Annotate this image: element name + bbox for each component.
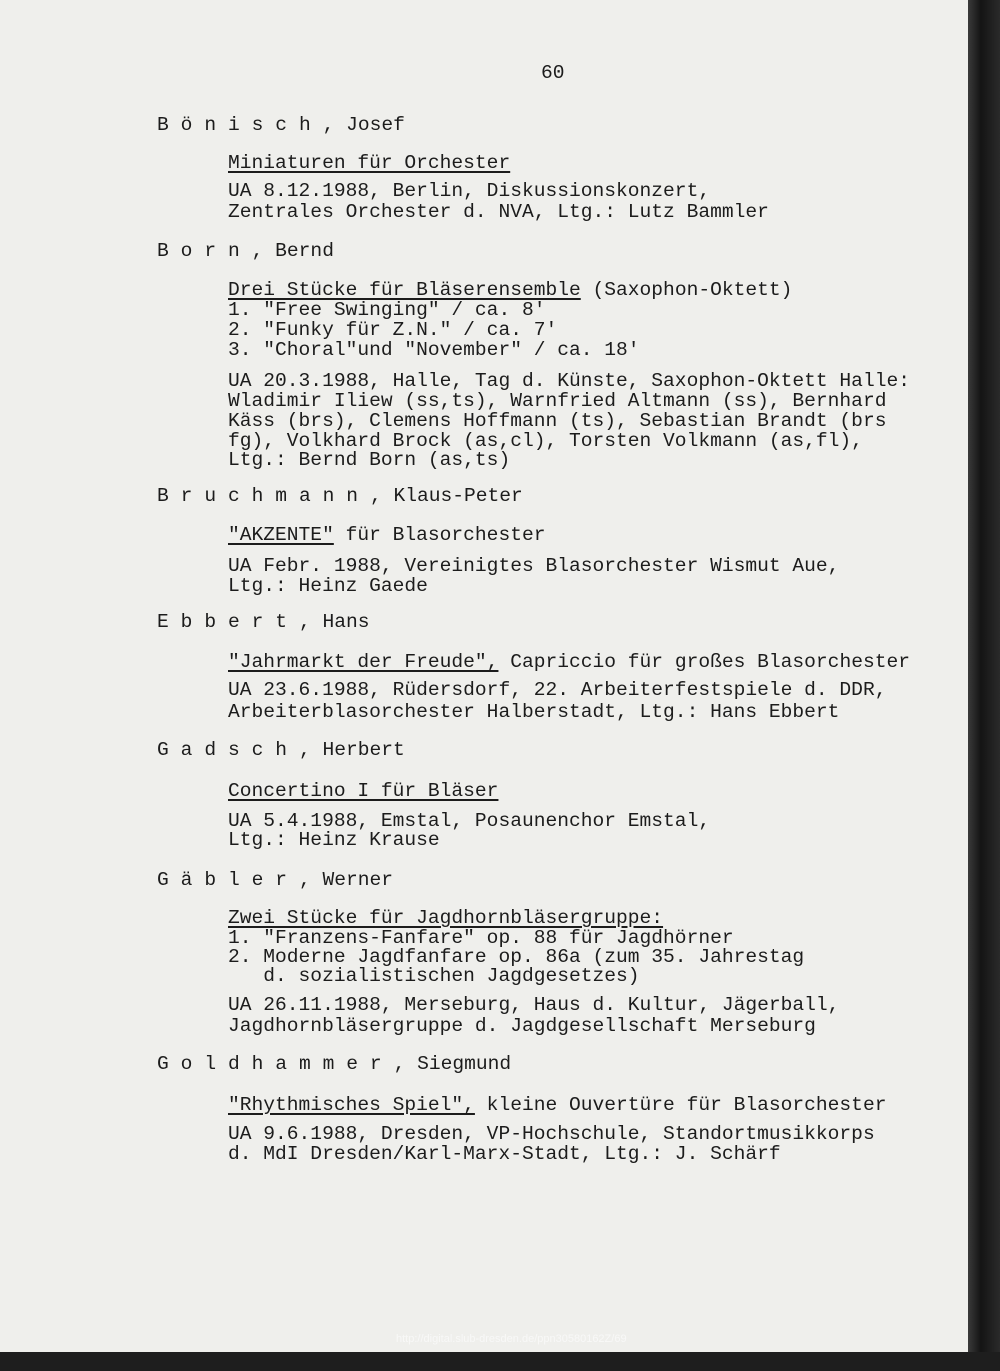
work-item: 2. "Funky für Z.N." / ca. 7': [228, 319, 558, 341]
work-title-line: [228, 908, 663, 928]
premiere-line: Zentrales Orchester d. NVA, Ltg.: Lutz Bammler: [228, 201, 769, 223]
composer-heading: [157, 486, 523, 506]
composer-heading: [157, 612, 370, 632]
work-title: Miniaturen für Orchester: [228, 152, 511, 174]
composer-heading: [157, 1054, 511, 1074]
work-title-line: [228, 652, 910, 672]
work-subtitle: kleine Ouvertüre für Blasorchester: [474, 1094, 887, 1116]
premiere-line: Arbeiterblasorchester Halberstadt, Ltg.: Hans Ebbert: [228, 701, 840, 723]
premiere-line: UA 5.4.1988, Emstal, Posaunenchor Emstal,: [228, 810, 711, 832]
work-subtitle: Capriccio für großes Blasorchester: [498, 651, 910, 673]
work-item: 3. "Choral"und "November" / ca. 18': [228, 339, 640, 361]
premiere-line: UA 9.6.1988, Dresden, VP-Hochschule, Standortmusikkorps: [228, 1123, 875, 1145]
premiere-line: Ltg.: Heinz Gaede: [228, 575, 428, 597]
scan-edge-bottom: [0, 1352, 1000, 1371]
work-title: Concertino I für Bläser: [228, 780, 499, 802]
work-title-line: [228, 1095, 886, 1115]
work-item: 2. Moderne Jagdfanfare op. 86a (zum 35. Jahrestag: [228, 946, 805, 968]
work-title: "AKZENTE": [228, 524, 334, 546]
composer-heading: [157, 740, 405, 760]
premiere-line: UA 23.6.1988, Rüdersdorf, 22. Arbeiterfestspiele d. DDR,: [228, 679, 887, 701]
composer-firstname: , Hans: [298, 611, 370, 633]
composer-firstname: , Bernd: [251, 240, 334, 262]
composer-firstname: , Klaus-Peter: [369, 485, 523, 507]
work-title-line: [228, 153, 510, 173]
work-item: 1. "Franzens-Fanfare" op. 88 für Jagdhörner: [228, 927, 734, 949]
composer-surname: Bruchmann: [157, 485, 370, 507]
composer-surname: Bönisch: [157, 114, 323, 136]
premiere-line: UA Febr. 1988, Vereinigtes Blasorchester Wismut Aue,: [228, 555, 840, 577]
composer-heading: [157, 115, 405, 135]
composer-firstname: , Herbert: [298, 739, 405, 761]
premiere-line: fg), Volkhard Brock (as,cl), Torsten Volkmann (as,fl),: [228, 430, 863, 452]
work-title-line: [228, 525, 545, 545]
scan-edge-right: [968, 0, 1000, 1371]
premiere-line: UA 26.11.1988, Merseburg, Haus d. Kultur, Jägerball,: [228, 994, 840, 1016]
premiere-line: UA 8.12.1988, Berlin, Diskussionskonzert,: [228, 180, 711, 202]
page-number: 60: [541, 62, 565, 84]
composer-surname: Gäbler: [157, 869, 299, 891]
premiere-line: UA 20.3.1988, Halle, Tag d. Künste, Saxophon-Oktett Halle:: [228, 370, 910, 392]
premiere-line: Käss (brs), Clemens Hoffmann (ts), Sebastian Brandt (brs: [228, 410, 887, 432]
composer-firstname: , Siegmund: [393, 1053, 512, 1075]
work-subtitle: für Blasorchester: [333, 524, 546, 546]
premiere-line: Ltg.: Heinz Krause: [228, 829, 440, 851]
work-title: "Jahrmarkt der Freude",: [228, 651, 499, 673]
work-title-line: [228, 781, 498, 801]
premiere-line: Wladimir Iliew (ss,ts), Warnfried Altmann (ss), Bernhard: [228, 390, 887, 412]
work-title: "Rhythmisches Spiel",: [228, 1094, 475, 1116]
work-title: Drei Stücke für Bläserensemble: [228, 279, 581, 301]
composer-firstname: , Werner: [298, 869, 394, 891]
composer-surname: Gadsch: [157, 739, 299, 761]
work-item: 1. "Free Swinging" / ca. 8': [228, 299, 546, 321]
composer-heading: [157, 241, 334, 261]
composer-firstname: , Josef: [322, 114, 405, 136]
composer-surname: Ebbert: [157, 611, 299, 633]
composer-surname: Goldhammer: [157, 1053, 394, 1075]
work-item: d. sozialistischen Jagdgesetzes): [228, 965, 640, 987]
work-title: Zwei Stücke für Jagdhornbläsergruppe:: [228, 907, 664, 929]
premiere-line: d. MdI Dresden/Karl-Marx-Stadt, Ltg.: J. Schärf: [228, 1143, 781, 1165]
work-subtitle: (Saxophon-Oktett): [580, 279, 793, 301]
work-title-line: [228, 280, 792, 300]
premiere-line: Jagdhornbläsergruppe d. Jagdgesellschaft Merseburg: [228, 1015, 816, 1037]
premiere-line: Ltg.: Bernd Born (as,ts): [228, 449, 511, 471]
composer-heading: [157, 870, 393, 890]
source-url-watermark: http://digital.slub-dresden.de/ppn30580162Z/69: [396, 1333, 627, 1345]
composer-surname: Born: [157, 240, 252, 262]
